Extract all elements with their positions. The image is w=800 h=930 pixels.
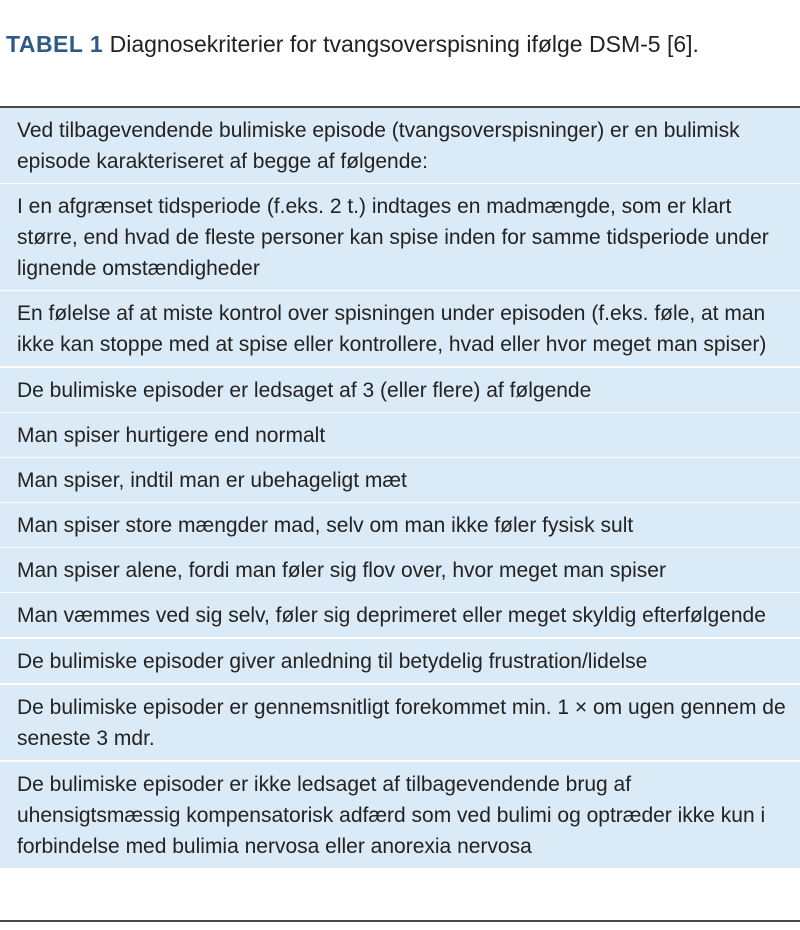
table-row: De bulimiske episoder er gennemsnitligt forekommet min. 1 × om ugen gennem de seneste 3 mdr.: [17, 696, 786, 750]
table-row: I en afgrænset tidsperiode (f.eks. 2 t.) indtages en madmængde, som er klart større, end hvad de fleste personer kan spise inden for samme tidsperiode under lignende omstændigheder: [0, 183, 800, 290]
table-row: Man spiser hurtigere end normalt: [0, 412, 800, 457]
criteria-group-e: [0, 762, 800, 868]
table-row: Ved tilbagevendende bulimiske episode (tvangsoverspisninger) er en bulimisk episode karakteriseret af begge af følgende:: [17, 119, 740, 173]
table-label: TABEL 1: [6, 31, 104, 57]
criteria-table: [0, 106, 800, 868]
table-row: Man væmmes ved sig selv, føler sig deprimeret eller meget skyldig efterfølgende: [0, 592, 800, 637]
table-caption: [6, 28, 796, 60]
table-row: De bulimiske episoder er ikke ledsaget af tilbagevendende brug af uhensigtsmæssig kompensatorisk adfærd som ved bulimi og optræder ikke kun i forbindelse med bulimia nervosa eller anorexia nervosa: [17, 773, 766, 858]
criteria-group-d: [0, 685, 800, 762]
table-title: Diagnosekriterier for tvangsoverspisning ifølge DSM-5 [6].: [109, 31, 699, 57]
table-bottom-rule: [0, 920, 800, 922]
table-row: Man spiser, indtil man er ubehageligt mæt: [0, 457, 800, 502]
criteria-group-b: [0, 368, 800, 639]
table-row: En følelse af at miste kontrol over spisningen under episoden (f.eks. føle, at man ikke kan stoppe med at spise eller kontrollere, hvad eller hvor meget man spiser): [0, 290, 800, 366]
criteria-group-a: [0, 108, 800, 368]
table-row: Man spiser alene, fordi man føler sig flov over, hvor meget man spiser: [0, 547, 800, 592]
table-row: Man spiser store mængder mad, selv om man ikke føler fysisk sult: [0, 502, 800, 547]
table-row: De bulimiske episoder er ledsaget af 3 (eller flere) af følgende: [17, 379, 592, 402]
table-row: De bulimiske episoder giver anledning til betydelig frustration/lidelse: [17, 650, 648, 673]
criteria-group-c: [0, 639, 800, 685]
